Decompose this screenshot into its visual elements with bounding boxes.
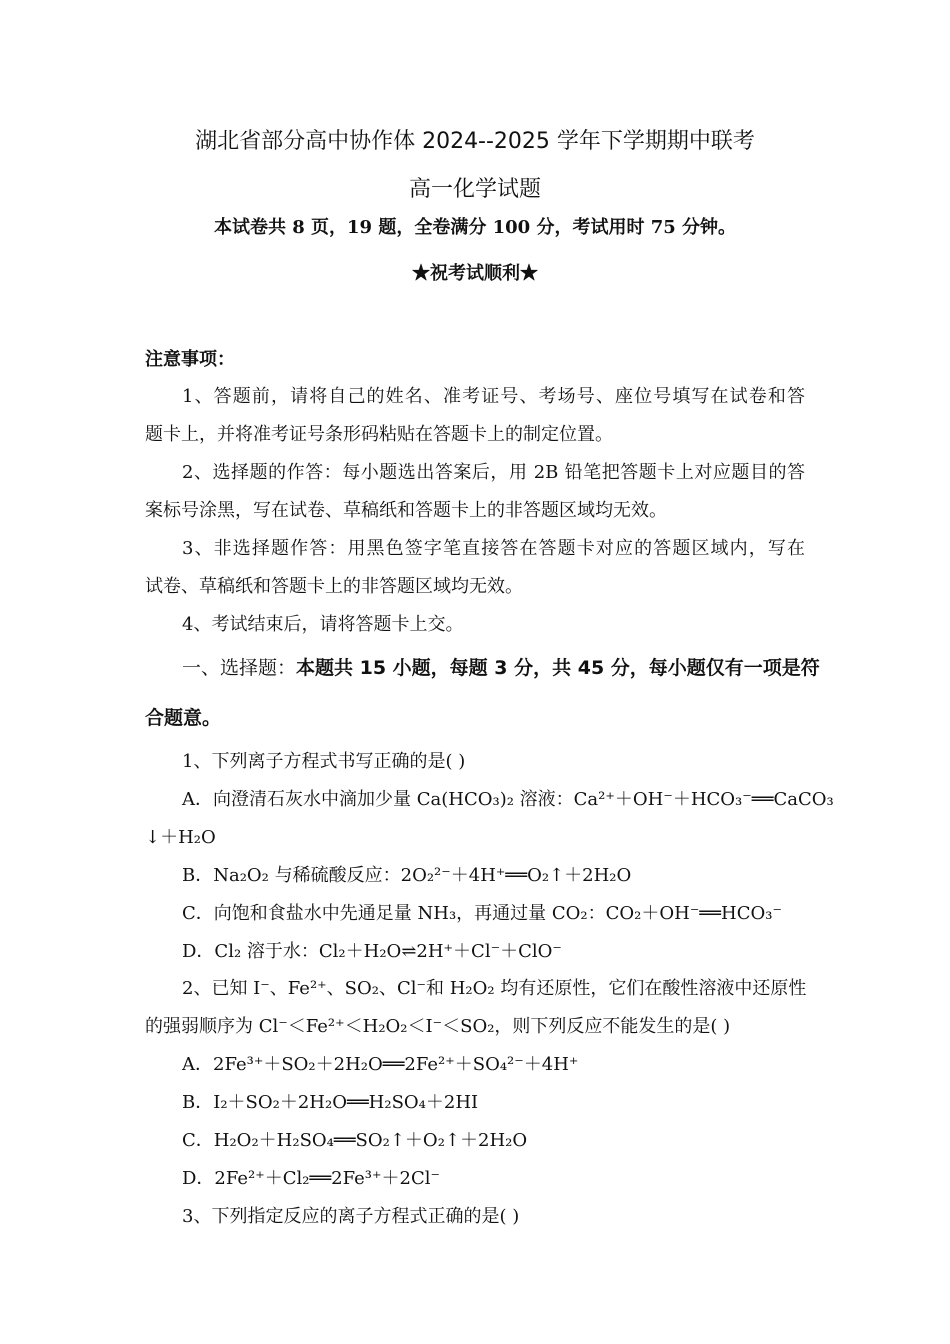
exam-title: 湖北省部分高中协作体 2024--2025 学年下学期期中联考 [195,129,755,154]
section-1-instructions: 本题共 15 小题，每题 3 分，共 45 分，每小题仅有一项是符 [296,657,820,679]
q3-stem: 3、下列指定反应的离子方程式正确的是( ) [182,1206,520,1227]
q2-stem-line-2: 的强弱顺序为 Cl⁻＜Fe²⁺＜H₂O₂＜I⁻＜SO₂，则下列反应不能发生的是( ) [145,1016,731,1037]
q1-stem: 1、下列离子方程式书写正确的是( ) [182,751,466,772]
notice-item-1-line-1: 1、答题前，请将自己的姓名、准考证号、考场号、座位号填写在试卷和答 [182,386,805,407]
notice-item-1-line-2: 题卡上，并将准考证号条形码粘贴在答题卡上的制定位置。 [145,424,613,445]
q2-option-d: D．2Fe²⁺＋Cl₂══2Fe³⁺＋2Cl⁻ [182,1168,440,1189]
q1-option-a-line-1: A．向澄清石灰水中滴加少量 Ca(HCO₃)₂ 溶液：Ca²⁺＋OH⁻＋HCO₃⁻══CaCO₃ [182,789,834,810]
notice-item-3-line-1: 3、非选择题作答：用黑色签字笔直接答在答题卡对应的答题区域内，写在 [182,538,805,559]
section-1-heading-line-2: 合题意。 [145,707,222,729]
notice-heading: 注意事项： [145,349,235,370]
q1-option-a-line-2: ↓＋H₂O [145,827,216,848]
q2-option-b: B．I₂＋SO₂＋2H₂O══H₂SO₄＋2HI [182,1092,479,1113]
q2-option-c: C．H₂O₂＋H₂SO₄══SO₂↑＋O₂↑＋2H₂O [182,1130,528,1151]
exam-wish: ★祝考试顺利★ [412,263,538,284]
exam-subtitle: 高一化学试题 [408,177,541,202]
section-1-prefix: 一、选择题： [182,657,297,679]
section-1-heading-line-1 [182,656,820,680]
q2-option-a: A．2Fe³⁺＋SO₂＋2H₂O══2Fe²⁺＋SO₄²⁻＋4H⁺ [182,1054,579,1075]
notice-item-3-line-2: 试卷、草稿纸和答题卡上的非答题区域均无效。 [145,576,523,597]
exam-info: 本试卷共 8 页，19 题，全卷满分 100 分，考试用时 75 分钟。 [213,217,737,238]
q1-option-c: C．向饱和食盐水中先通足量 NH₃，再通过量 CO₂：CO₂＋OH⁻══HCO₃⁻ [182,903,782,924]
notice-item-2-line-2: 案标号涂黑，写在试卷、草稿纸和答题卡上的非答题区域均无效。 [145,500,667,521]
notice-item-2-line-1: 2、选择题的作答：每小题选出答案后，用 2B 铅笔把答题卡上对应题目的答 [182,462,805,483]
q1-option-d: D．Cl₂ 溶于水：Cl₂＋H₂O⇌2H⁺＋Cl⁻＋ClO⁻ [182,941,562,962]
notice-item-4: 4、考试结束后，请将答题卡上交。 [182,614,464,635]
q2-stem-line-1: 2、已知 I⁻、Fe²⁺、SO₂、Cl⁻和 H₂O₂ 均有还原性，它们在酸性溶液中还原性 [182,978,807,999]
q1-option-b: B．Na₂O₂ 与稀硫酸反应：2O₂²⁻＋4H⁺══O₂↑＋2H₂O [182,865,632,886]
